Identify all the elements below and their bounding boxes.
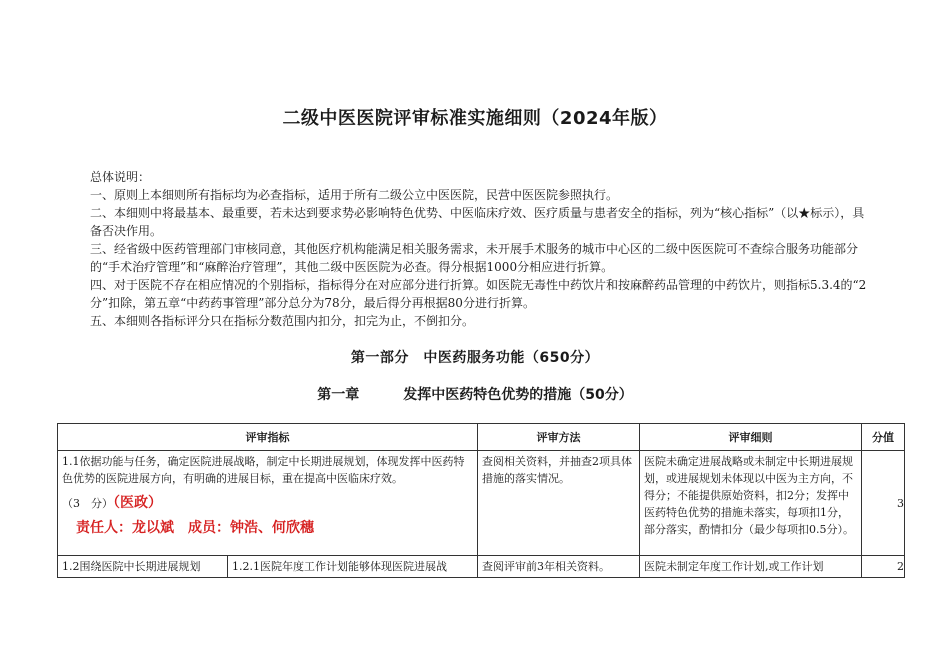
evaluation-table [57, 423, 905, 578]
document-title: 二级中医医院评审标准实施细则（2024年版） [282, 108, 668, 129]
department-label: （医政） [113, 495, 162, 511]
indicator-points: （3 分）（医政） [62, 495, 162, 511]
detail-cell: 医院未确定进展战略或未制定中长期进展规划，或进展规划未体现以中医为主方向，不得分；不能提供原始资料，扣2分；发挥中医药特色优势的措施未落实，每项扣1分，部分落实，酌情扣分（最少每项扣0.5分）。 [640, 451, 862, 556]
note-4: 四、对于医院不存在相应情况的个别指标，指标得分在对应部分进行折算。如医院无毒性中药饮片和按麻醉药品管理的中药饮片，则指标5.3.4的“2分”扣除，第五章“中药药事管理”部分总分为78分，最后得分再根据80分进行折算。 [90, 278, 867, 310]
notes-heading: 总体说明： [90, 170, 151, 184]
header-method: 评审方法 [478, 424, 640, 451]
part-heading: 第一部分 中医药服务功能（650分） [350, 350, 600, 366]
general-notes [90, 168, 870, 330]
responsible-persons: 责任人：龙以斌 成员：钟浩、何欣穗 [76, 520, 314, 536]
note-5: 五、本细则各指标评分只在指标分数范围内扣分，扣完为止，不倒扣分。 [90, 314, 475, 328]
chapter-label: 第一章 [317, 387, 360, 403]
header-score: 分值 [862, 424, 905, 451]
chapter-heading [0, 384, 950, 404]
table-header-row [58, 424, 905, 451]
method-cell: 查阅评审前3年相关资料。 [478, 556, 640, 578]
table-row [58, 451, 905, 556]
note-3: 三、经省级中医药管理部门审核同意，其他医疗机构能满足相关服务需求，未开展手术服务的城市中心区的二级中医医院可不查综合服务功能部分的“手术治疗管理”和“麻醉治疗管理”，其他二级中医医院为必查。得分根据1000分相应进行折算。 [90, 242, 859, 274]
indicator-cell: 1.2围绕医院中长期进展规划 [58, 556, 228, 578]
indicator-text: 1.1依据功能与任务，确定医院进展战略，制定中长期进展规划，体现发挥中医药特色优势的医院进展方向，有明确的进展目标，重在提高中医临床疗效。 [62, 455, 465, 485]
chapter-title: 发挥中医药特色优势的措施（50分） [403, 387, 633, 403]
method-cell: 查阅相关资料，并抽查2项具体措施的落实情况。 [478, 451, 640, 556]
header-detail: 评审细则 [640, 424, 862, 451]
score-cell: 2 [862, 556, 905, 578]
note-1: 一、原则上本细则所有指标均为必查指标，适用于所有二级公立中医医院，民营中医医院参照执行。 [90, 188, 619, 202]
table-row [58, 556, 905, 578]
note-2: 二、本细则中将最基本、最重要，若未达到要求势必影响特色优势、中医临床疗效、医疗质量与患者安全的指标，列为“核心指标”（以★标示），具备否决作用。 [90, 206, 865, 238]
detail-cell: 医院未制定年度工作计划,或工作计划 [640, 556, 862, 578]
sub-indicator-cell: 1.2.1医院年度工作计划能够体现医院进展战 [228, 556, 478, 578]
score-cell: 3 [862, 451, 905, 556]
header-indicator: 评审指标 [58, 424, 478, 451]
indicator-cell [58, 451, 478, 556]
